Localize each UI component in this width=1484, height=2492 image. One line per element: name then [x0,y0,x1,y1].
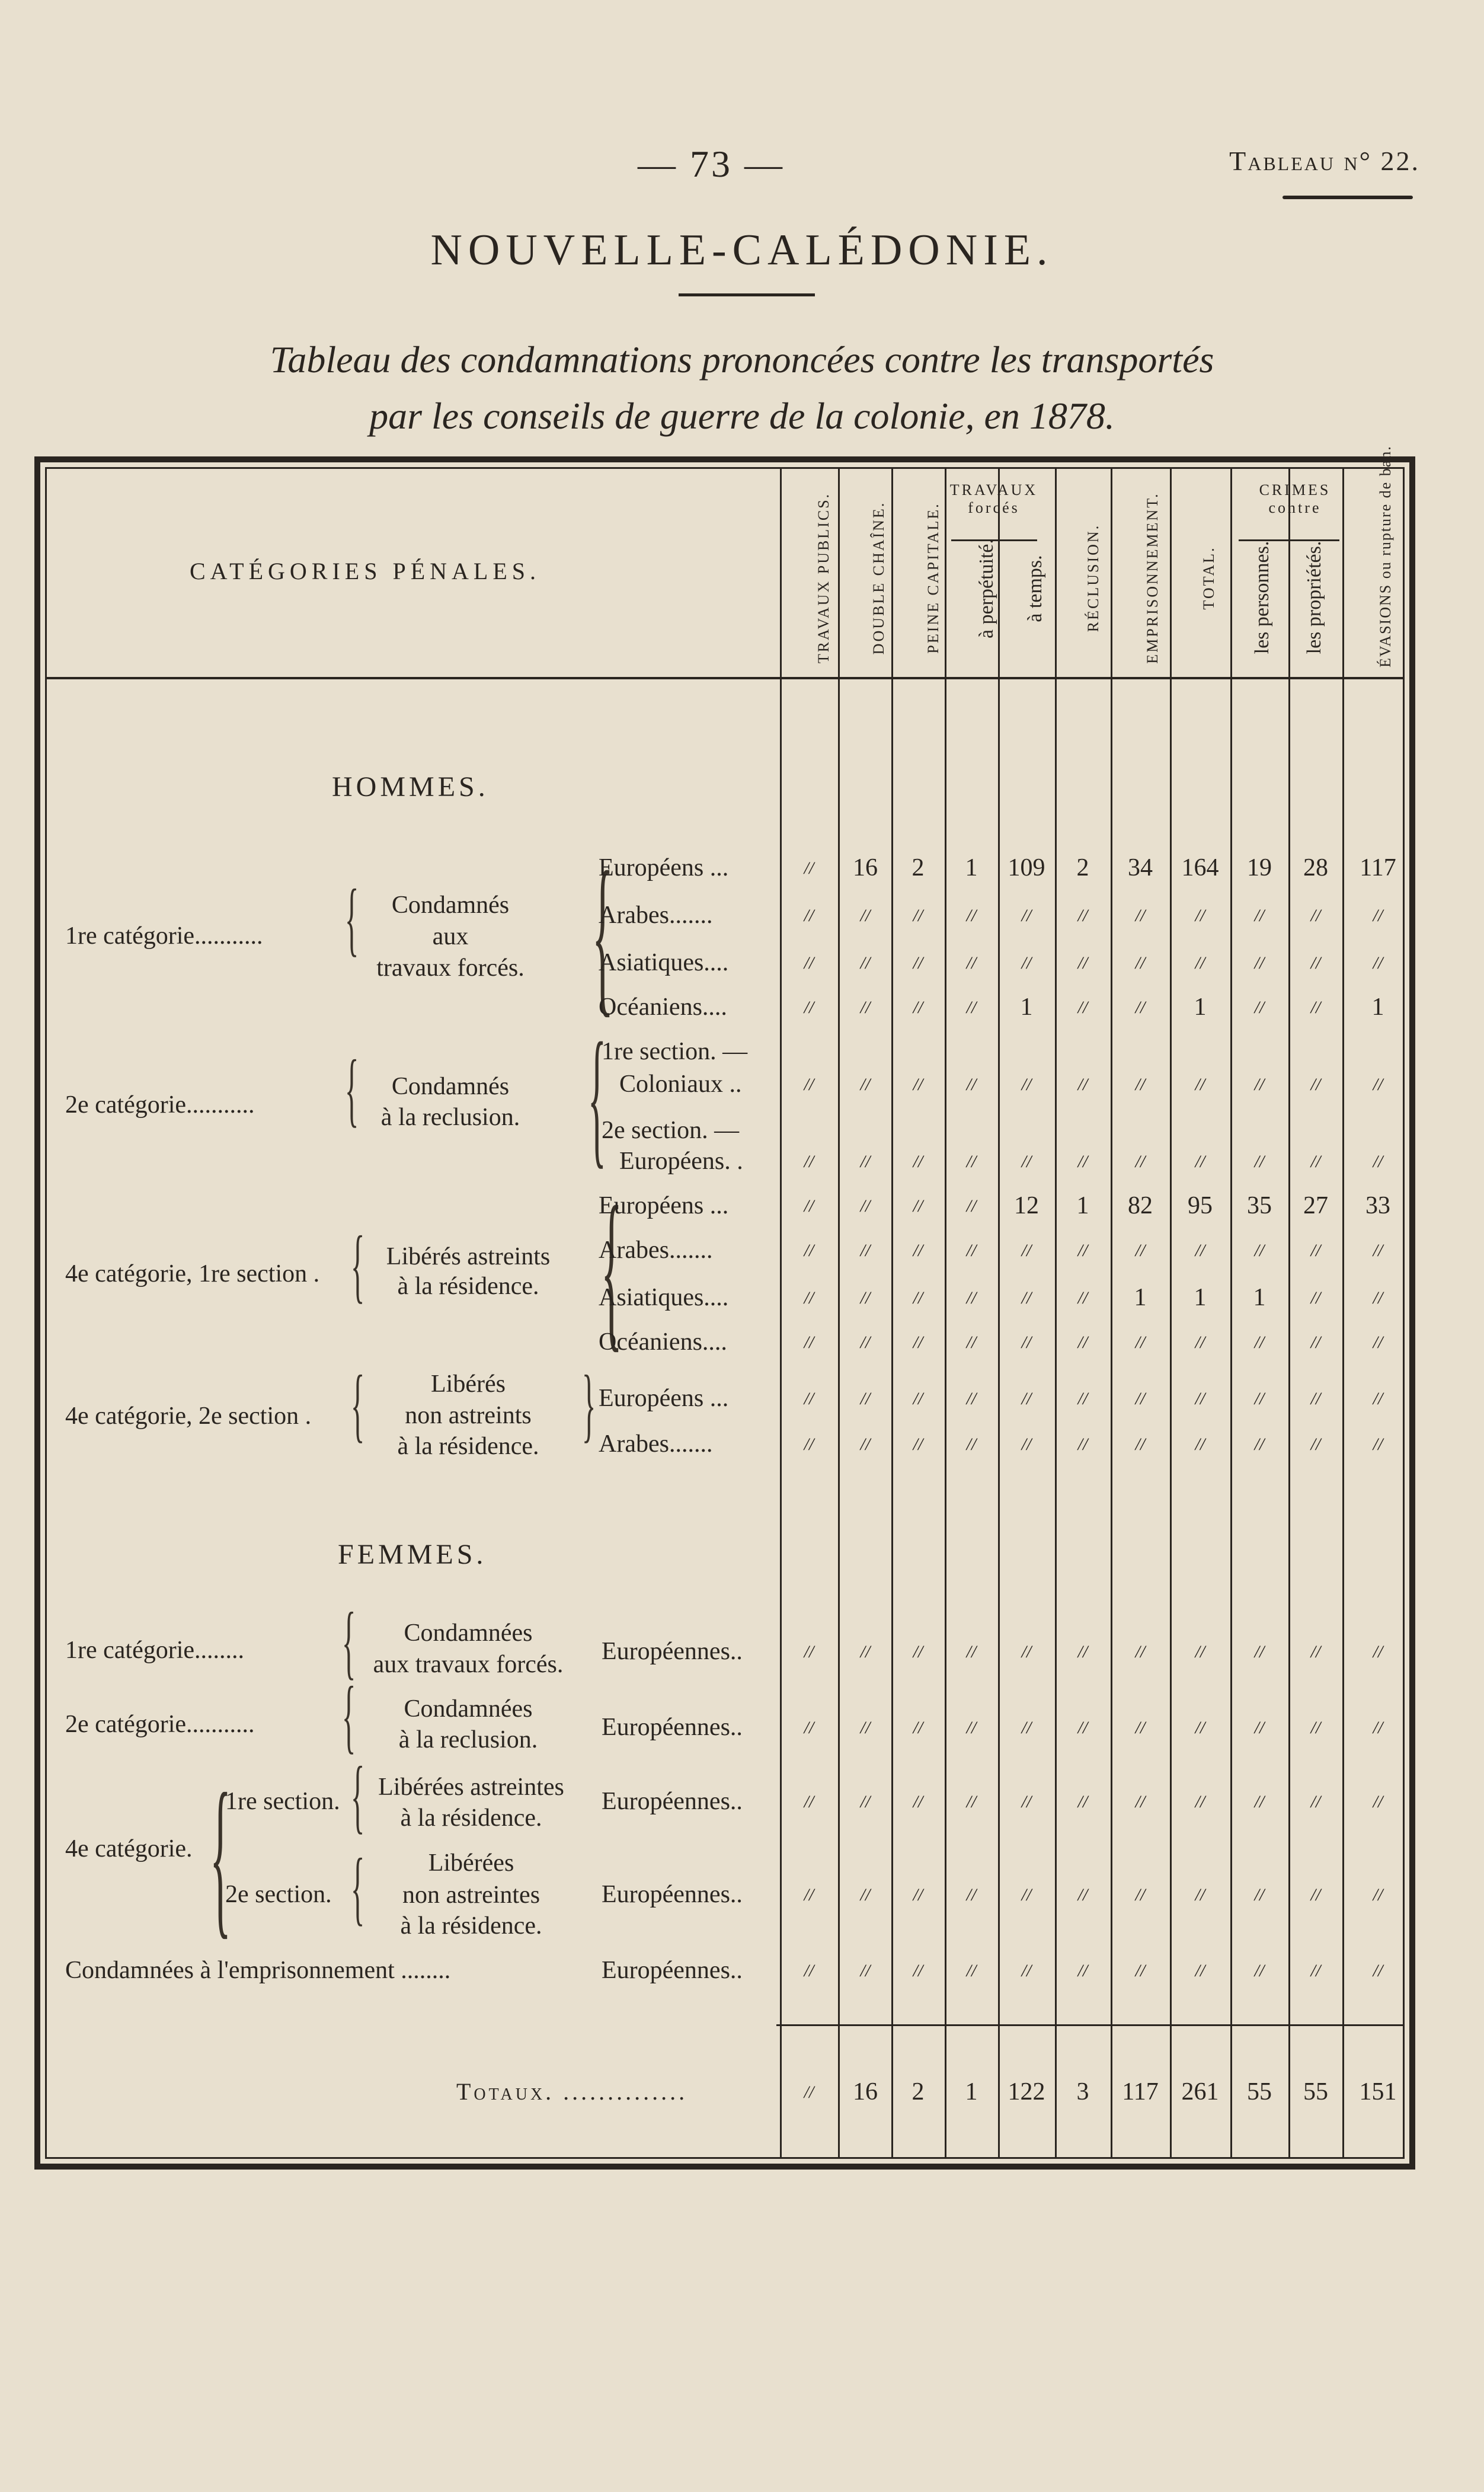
brace-icon: { [350,1750,365,1842]
origin-label: Océaniens.... [599,993,727,1021]
hommes-cat2-row-cell: // [804,1152,814,1171]
hommes-cat4s1-row-cell: // [804,1196,814,1216]
hommes-cat4s2-row-cell: // [966,1389,977,1408]
origin-label: Européennes.. [602,1714,743,1741]
femmes-row-cell: // [1254,1961,1265,1980]
hommes-cat4s1-row-cell: // [1310,1288,1321,1308]
hommes-cat4s2-row-cell: // [913,1389,923,1408]
femmes-row-cell: // [913,1642,923,1662]
femmes-row-cell: // [1373,1885,1383,1905]
column-header-tf-temps: à temps. [1024,555,1046,622]
column-header-double-chaine: DOUBLE CHAÎNE. [870,501,887,655]
hommes-cat4s1-row-cell: // [913,1333,923,1352]
femmes-row-cell: // [913,1718,923,1737]
category-description: à la résidence. [397,1433,539,1460]
hommes-cat1-row-cell: // [1195,906,1205,925]
hommes-cat4s2-row-cell: // [1373,1389,1383,1408]
hommes-cat1-row-cell: 1 [965,854,978,881]
origin-label: Arabes....... [599,1430,713,1458]
totals-row-cell: 16 [853,2078,878,2106]
hommes-cat1-row-cell: 1 [1371,993,1384,1021]
hommes-cat4s2-row-cell: // [1310,1435,1321,1454]
column-separator [1170,468,1172,2158]
hommes-cat4s1-row-cell: // [913,1288,923,1308]
femmes-row-cell: // [966,1718,977,1737]
hommes-cat2-row-cell: // [966,1075,977,1094]
section-title-femmes: FEMMES. [338,1539,487,1570]
femmes-row-cell: // [804,1885,814,1905]
femmes-row-cell: // [1373,1961,1383,1980]
hommes-cat4s1-row-cell: // [1077,1241,1088,1260]
hommes-cat2-row-cell: // [860,1152,871,1171]
origin-label: Européens ... [599,1192,729,1219]
hommes-cat1-row-cell: // [1195,953,1205,973]
hommes-cat4s2-row-cell: // [860,1389,871,1408]
category-description: Libérés astreints [386,1243,551,1270]
hommes-cat1-row-cell: // [860,998,871,1017]
hommes-cat1-row-cell: // [1254,998,1265,1017]
category-label: 4e catégorie, 1re section . [65,1260,320,1287]
hommes-cat4s1-row-cell: // [966,1196,977,1216]
hommes-cat2-row-cell: // [1195,1152,1205,1171]
hommes-cat4s1-row-cell: // [1373,1288,1383,1308]
hommes-cat1-row-cell: // [1021,953,1032,973]
hommes-cat4s1-row-cell: // [1254,1241,1265,1260]
brace-icon: { [350,1219,365,1311]
hommes-cat1-row-cell: // [1254,906,1265,925]
hommes-cat1-row-cell: // [1373,953,1383,973]
hommes-cat2-row-cell: // [1254,1075,1265,1094]
femmes-row-cell: // [1021,1961,1032,1980]
totals-row-cell: 2 [911,2078,925,2106]
hommes-cat4s2-row-cell: // [804,1435,814,1454]
hommes-cat1-row-cell: 16 [853,854,878,881]
femmes-row-cell: // [1135,1718,1146,1737]
origin-label: Asiatiques.... [599,949,729,976]
femmes-row-cell: // [1195,1792,1205,1812]
femmes-row-cell: // [1077,1885,1088,1905]
origin-label: Européennes.. [602,1881,743,1908]
femmes-row-cell: // [913,1885,923,1905]
category-description: Condamnées [404,1619,533,1647]
category-label: 2e catégorie........... [65,1711,255,1738]
hommes-cat2-row-cell: // [1373,1152,1383,1171]
hommes-cat1-row-cell: // [1077,998,1088,1017]
origin-label: Européens. . [619,1148,743,1175]
category-description: aux travaux forcés. [373,1651,564,1678]
category-description: à la résidence. [400,1804,542,1832]
hommes-cat4s1-row-cell: // [1077,1333,1088,1352]
hommes-cat1-row-cell: // [966,953,977,973]
hommes-cat1-row-cell: // [1135,953,1146,973]
hommes-cat4s2-row-cell: // [1254,1435,1265,1454]
hommes-cat4s1-row-cell: 1 [1253,1284,1266,1311]
femmes-row-cell: // [1077,1642,1088,1662]
femmes-row-cell: // [860,1961,871,1980]
hommes-cat4s1-row-cell: // [1135,1333,1146,1352]
hommes-cat2-row-cell: // [1021,1152,1032,1171]
hommes-cat4s2-row-cell: // [1021,1435,1032,1454]
hommes-cat4s1-row-cell: 95 [1188,1192,1213,1219]
section-label: 2e section. [225,1881,332,1908]
femmes-row-cell: // [1135,1961,1146,1980]
category-label: 1re catégorie........ [65,1637,245,1664]
hommes-cat4s2-row-cell: // [1077,1435,1088,1454]
hommes-cat4s2-row-cell: // [1021,1389,1032,1408]
femmes-row-cell: // [860,1642,871,1662]
hommes-cat2-row-cell: // [1254,1152,1265,1171]
totals-row-cell: 55 [1303,2078,1328,2106]
hommes-cat1-row-cell: 164 [1181,854,1219,881]
hommes-cat1-row-cell: // [1077,906,1088,925]
totals-row-cell: // [804,2082,814,2102]
category-description: à la reclusion. [380,1104,520,1131]
hommes-cat1-row-cell: // [966,998,977,1017]
origin-label: Européennes.. [602,1957,743,1984]
column-separator [1111,468,1112,2158]
hommes-cat4s1-row-cell: // [1021,1241,1032,1260]
category-description: Condamnés [391,892,510,919]
femmes-row-cell: // [913,1792,923,1812]
femmes-row-cell: // [1077,1961,1088,1980]
hommes-cat4s2-row-cell: // [860,1435,871,1454]
category-description: Libérées astreintes [378,1774,564,1801]
hommes-cat4s1-row-cell: // [860,1288,871,1308]
femmes-row-cell: // [1195,1961,1205,1980]
totals-row-cell: 151 [1359,2078,1397,2106]
title-divider [679,293,815,296]
column-group-crimes: CRIMES contre [1259,481,1331,516]
hommes-cat2-row-cell: // [1310,1152,1321,1171]
femmes-row-cell: // [1135,1792,1146,1812]
column-header-crimes-proprietes: les propriétés. [1303,541,1325,654]
totals-row-cell: 1 [965,2078,978,2106]
femmes-row-cell: // [804,1792,814,1812]
brace-icon: { [601,1170,622,1367]
category-label: 2e catégorie........... [65,1091,255,1119]
hommes-cat4s1-row-cell: 33 [1365,1192,1390,1219]
hommes-cat4s1-row-cell: // [1021,1288,1032,1308]
category-label: Condamnées à l'emprisonnement ........ [65,1957,451,1984]
category-label: 4e catégorie. [65,1835,193,1862]
hommes-cat2-row-cell: // [1021,1075,1032,1094]
hommes-cat4s1-row-cell: // [913,1196,923,1216]
hommes-cat4s1-row-cell: 82 [1128,1192,1153,1219]
hommes-cat2-row-cell: // [1077,1075,1088,1094]
femmes-row-cell: // [966,1961,977,1980]
totals-divider [776,2024,1405,2026]
column-header-evasions: ÉVASIONS ou rupture de ban. [1377,445,1394,667]
femmes-row-cell: // [1077,1718,1088,1737]
hommes-cat4s1-row-cell: // [966,1333,977,1352]
column-header-emprisonnement: EMPRISONNEMENT. [1144,492,1161,664]
femmes-row-cell: // [1021,1642,1032,1662]
category-description: Libérées [428,1849,514,1877]
hommes-cat1-row-cell: // [860,906,871,925]
brace-icon: { [350,1842,365,1934]
hommes-cat4s1-row-cell: // [1373,1333,1383,1352]
hommes-cat1-row-cell: // [913,998,923,1017]
hommes-cat4s2-row-cell: // [1195,1435,1205,1454]
hommes-cat2-row-cell: // [913,1075,923,1094]
hommes-cat4s1-row-cell: // [860,1333,871,1352]
hommes-cat1-row-cell: // [804,858,814,878]
brace-icon: { [592,835,613,1032]
section-label: 1re section. [225,1788,340,1815]
category-description: à la résidence. [397,1273,539,1300]
origin-label: Européennes.. [602,1638,743,1665]
femmes-row-cell: // [804,1718,814,1737]
hommes-cat2-row-cell: // [913,1152,923,1171]
hommes-cat4s2-row-cell: // [966,1435,977,1454]
hommes-cat4s2-row-cell: // [1077,1389,1088,1408]
origin-label: Océaniens.... [599,1328,727,1356]
hommes-cat4s1-row-cell: 1 [1194,1284,1207,1311]
hommes-cat1-row-cell: 28 [1303,854,1328,881]
hommes-cat4s2-row-cell: // [1135,1389,1146,1408]
femmes-row-cell: // [1195,1885,1205,1905]
page-title: NOUVELLE-CALÉDONIE. [430,226,1054,274]
hommes-cat4s1-row-cell: 27 [1303,1192,1328,1219]
origin-label: 2e section. — [602,1117,740,1144]
hommes-cat4s1-row-cell: // [804,1333,814,1352]
femmes-row-cell: // [804,1961,814,1980]
column-header-crimes-personnes: les personnes. [1251,541,1273,654]
hommes-cat1-row-cell: 1 [1194,993,1207,1021]
origin-label: Arabes....... [599,902,713,929]
brace-icon: { [350,1359,365,1451]
hommes-cat1-row-cell: // [1310,906,1321,925]
hommes-cat4s2-row-cell: // [804,1389,814,1408]
hommes-cat1-row-cell: // [1135,998,1146,1017]
brace-icon: } [581,1359,596,1451]
femmes-row-cell: // [1254,1718,1265,1737]
table-reference: Tableau n° 22. [1229,146,1420,176]
hommes-cat2-row-cell: // [1373,1075,1383,1094]
hommes-cat1-row-cell: // [913,953,923,973]
hommes-cat4s1-row-cell: 12 [1014,1192,1039,1219]
column-header-tf-perpetuite: à perpétuité. [976,538,997,639]
hommes-cat4s1-row-cell: // [804,1241,814,1260]
hommes-cat4s1-row-cell: 1 [1134,1284,1147,1311]
femmes-row-cell: // [1077,1792,1088,1812]
hommes-cat4s1-row-cell: // [1021,1333,1032,1352]
hommes-cat1-row-cell: 2 [911,854,925,881]
hommes-cat1-row-cell: // [1254,953,1265,973]
femmes-row-cell: // [1310,1718,1321,1737]
femmes-row-cell: // [966,1642,977,1662]
hommes-cat4s1-row-cell: // [913,1241,923,1260]
origin-label: 1re section. — [602,1038,748,1065]
femmes-row-cell: // [1373,1718,1383,1737]
page-number: — 73 — [638,143,785,185]
hommes-cat4s1-row-cell: // [860,1196,871,1216]
hommes-cat4s1-row-cell: // [966,1241,977,1260]
femmes-row-cell: // [913,1961,923,1980]
totals-row-cell: 3 [1076,2078,1089,2106]
femmes-row-cell: // [1021,1792,1032,1812]
femmes-row-cell: // [1310,1642,1321,1662]
category-description: non astreintes [402,1881,540,1909]
origin-label: Coloniaux .. [619,1071,742,1098]
hommes-cat1-row-cell: 117 [1360,854,1396,881]
hommes-cat4s2-row-cell: // [1195,1389,1205,1408]
hommes-cat1-row-cell: 1 [1020,993,1033,1021]
hommes-cat4s1-row-cell: // [1077,1288,1088,1308]
femmes-row-cell: // [860,1792,871,1812]
hommes-cat4s2-row-cell: // [1254,1389,1265,1408]
hommes-cat4s2-row-cell: // [913,1435,923,1454]
hommes-cat1-row-cell: // [1310,998,1321,1017]
column-group-travaux-forces: TRAVAUX forcés [949,481,1038,516]
femmes-row-cell: // [1254,1792,1265,1812]
hommes-cat4s1-row-cell: // [860,1241,871,1260]
brace-icon: { [344,873,359,964]
category-description: Libérés [431,1370,506,1398]
hommes-cat2-row-cell: // [860,1075,871,1094]
femmes-row-cell: // [1195,1642,1205,1662]
hommes-cat1-row-cell: // [1135,906,1146,925]
totals-row-cell: 117 [1122,2078,1159,2106]
hommes-cat2-row-cell: // [966,1152,977,1171]
femmes-row-cell: // [966,1792,977,1812]
hommes-cat4s1-row-cell: // [1310,1241,1321,1260]
hommes-cat1-row-cell: // [804,906,814,925]
hommes-cat4s1-row-cell: // [1135,1241,1146,1260]
hommes-cat2-row-cell: // [1310,1075,1321,1094]
hommes-cat1-row-cell: // [1373,906,1383,925]
totals-row-cell: 55 [1247,2078,1272,2106]
femmes-row-cell: // [1135,1642,1146,1662]
femmes-row-cell: // [966,1885,977,1905]
column-header-peine-capitale: PEINE CAPITALE. [925,502,942,654]
origin-label: Européens ... [599,1385,729,1412]
section-title-hommes: HOMMES. [332,771,489,803]
origin-label: Arabes....... [599,1237,713,1264]
category-description: Condamnés [391,1073,510,1100]
hommes-cat1-row-cell: // [804,998,814,1017]
hommes-cat4s1-row-cell: // [1373,1241,1383,1260]
decorative-rule [1282,196,1413,199]
subtitle-line-1: Tableau des condamnations prononcées contre les transportés [270,338,1214,381]
column-header-reclusion: RÉCLUSION. [1085,523,1102,632]
hommes-cat1-row-cell: // [860,953,871,973]
hommes-cat4s1-row-cell: 35 [1247,1192,1272,1219]
category-description: non astreints [405,1402,532,1429]
hommes-cat4s1-row-cell: // [804,1288,814,1308]
hommes-cat2-row-cell: // [1135,1152,1146,1171]
brace-icon: { [344,1043,359,1135]
totals-row-cell: 261 [1181,2078,1219,2106]
femmes-row-cell: // [1021,1885,1032,1905]
hommes-cat4s2-row-cell: // [1135,1435,1146,1454]
category-description: à la résidence. [400,1912,542,1940]
hommes-cat2-row-cell: // [804,1075,814,1094]
hommes-cat4s1-row-cell: // [1195,1333,1205,1352]
origin-label: Asiatiques.... [599,1284,729,1311]
origin-label: Européennes.. [602,1788,743,1815]
brace-icon: { [210,1757,231,1954]
hommes-cat2-row-cell: // [1195,1075,1205,1094]
femmes-row-cell: // [1021,1718,1032,1737]
femmes-row-cell: // [1310,1961,1321,1980]
femmes-row-cell: // [804,1642,814,1662]
femmes-row-cell: // [1310,1792,1321,1812]
femmes-row-cell: // [1254,1885,1265,1905]
header-divider [45,677,1405,679]
femmes-row-cell: // [1310,1885,1321,1905]
femmes-row-cell: // [1373,1792,1383,1812]
hommes-cat1-row-cell: // [804,953,814,973]
hommes-cat4s2-row-cell: // [1373,1435,1383,1454]
hommes-cat4s1-row-cell: 1 [1076,1192,1089,1219]
hommes-cat4s1-row-cell: // [966,1288,977,1308]
hommes-cat1-row-cell: // [1310,953,1321,973]
brace-icon: { [341,1596,356,1688]
brace-icon: { [341,1670,356,1762]
hommes-cat1-row-cell: 109 [1008,854,1045,881]
category-label: 1re catégorie........... [65,922,263,950]
hommes-cat1-row-cell: 19 [1247,854,1272,881]
femmes-row-cell: // [860,1885,871,1905]
femmes-row-cell: // [1135,1885,1146,1905]
origin-label: Européens ... [599,854,729,881]
column-header-categories: CATÉGORIES PÉNALES. [190,558,541,584]
hommes-cat1-row-cell: // [966,906,977,925]
subtitle-line-2: par les conseils de guerre de la colonie, en 1878. [369,395,1115,437]
brace-icon: { [587,1011,606,1182]
hommes-cat4s2-row-cell: // [1310,1389,1321,1408]
category-description: Condamnées [404,1695,533,1723]
femmes-row-cell: // [1254,1642,1265,1662]
column-header-travaux-publics: TRAVAUX PUBLICS. [815,492,832,664]
hommes-cat2-row-cell: // [1135,1075,1146,1094]
hommes-cat2-row-cell: // [1077,1152,1088,1171]
hommes-cat4s1-row-cell: // [1310,1333,1321,1352]
category-label: 4e catégorie, 2e section . [65,1402,312,1430]
hommes-cat1-row-cell: // [913,906,923,925]
femmes-row-cell: // [860,1718,871,1737]
hommes-cat1-row-cell: 2 [1076,854,1089,881]
hommes-cat1-row-cell: 34 [1128,854,1153,881]
hommes-cat1-row-cell: // [1077,953,1088,973]
category-description: travaux forcés. [376,954,524,982]
hommes-cat4s1-row-cell: // [1254,1333,1265,1352]
category-description: aux [432,923,469,950]
totals-row-cell: 122 [1008,2078,1045,2106]
hommes-cat4s1-row-cell: // [1195,1241,1205,1260]
hommes-cat1-row-cell: // [1021,906,1032,925]
column-header-total: TOTAL. [1200,546,1217,610]
category-description: à la reclusion. [398,1726,538,1753]
totals-label: Totaux. .............. [456,2078,688,2105]
femmes-row-cell: // [1373,1642,1383,1662]
femmes-row-cell: // [1195,1718,1205,1737]
